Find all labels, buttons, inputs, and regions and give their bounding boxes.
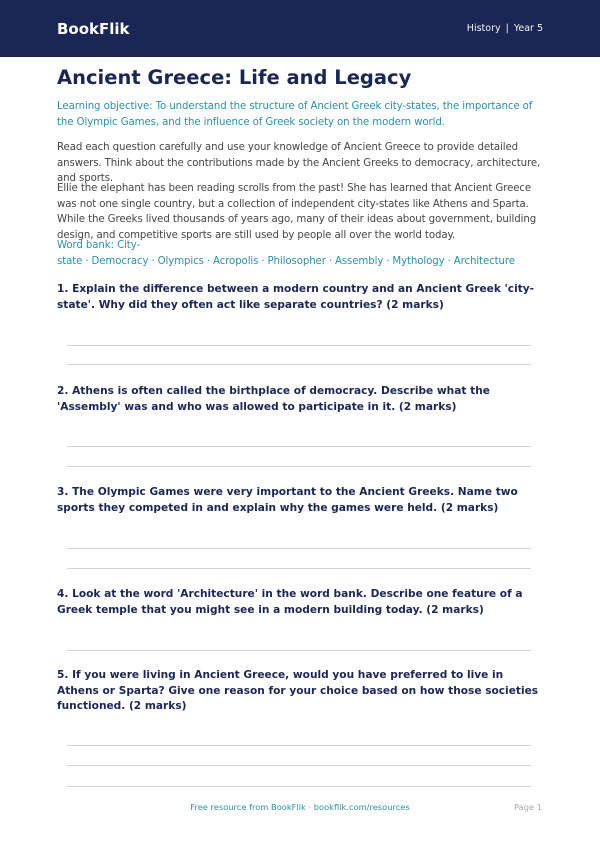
- word-bank-word: City-state: [57, 240, 141, 267]
- word-bank-word: Olympics: [157, 255, 204, 267]
- answer-line[interactable]: [67, 466, 531, 467]
- learning-objective: Learning objective: To understand the structure of Ancient Greek city-states, the importance of the Olympic Games, and the influence of Greek society on the modern world.: [57, 101, 533, 128]
- word-bank-word: Architecture: [453, 255, 515, 267]
- answer-line[interactable]: [67, 364, 531, 365]
- answer-line[interactable]: [67, 548, 531, 549]
- word-bank: Word bank: City-state · Democracy · Olympics · Acropolis · Philosopher · Assembly · Mythology · Architecture: [57, 240, 515, 267]
- word-bank-word: Democracy: [91, 255, 149, 267]
- question-3: 3. The Olympic Games were very important to the Ancient Greeks. Name two sports they competed in and explain why the games were held. (2 marks): [57, 486, 518, 514]
- answer-line[interactable]: [67, 345, 531, 346]
- question-4: 4. Look at the word 'Architecture' in the word bank. Describe one feature of a Greek temple that you might see in a modern building today. (2 marks): [57, 588, 523, 616]
- year-label: Year 5: [513, 23, 543, 34]
- answer-line[interactable]: [67, 650, 531, 651]
- page-title: Ancient Greece: Life and Legacy: [57, 66, 412, 89]
- header-meta: [467, 23, 543, 34]
- word-bank-word: Mythology: [392, 255, 445, 267]
- question-2: 2. Athens is often called the birthplace of democracy. Describe what the 'Assembly' was and who was allowed to participate in it. (2 marks): [57, 385, 490, 413]
- page-number: Page 1: [513, 802, 542, 812]
- word-bank-word: Assembly: [334, 255, 384, 267]
- meta-separator: |: [505, 23, 509, 34]
- answer-line[interactable]: [67, 568, 531, 569]
- answer-line[interactable]: [67, 765, 531, 766]
- answer-line[interactable]: [67, 786, 531, 787]
- question-5: 5. If you were living in Ancient Greece, would you have preferred to live in Athens or Sparta? Give one reason for your choice based on how those societies functioned. (2 marks): [57, 669, 539, 712]
- brand-logo: BookFlik: [57, 19, 130, 38]
- subject-label: History: [466, 23, 501, 34]
- instructions: Read each question carefully and use your knowledge of Ancient Greece to provide detailed answers. Think about the contributions made by the Ancient Greeks to democracy, architecture, and sports.: [57, 142, 541, 184]
- page-header: [0, 0, 600, 57]
- answer-line[interactable]: [67, 745, 531, 746]
- answer-line[interactable]: [67, 446, 531, 447]
- word-bank-word: Philosopher: [267, 255, 326, 267]
- footer-link[interactable]: Free resource from BookFlik · bookflik.com/resources: [190, 802, 410, 812]
- word-bank-word: Acropolis: [213, 255, 259, 267]
- story-passage: Ellie the elephant has been reading scrolls from the past! She has learned that Ancient Greece was not one single country, but a collection of independent city-states like Athens and Sparta. While the Greeks lived thousands of years ago, many of their ideas about government, building design, and competitive sports are still used by people all over the world today.: [57, 183, 537, 241]
- word-bank-label: Word bank:: [57, 240, 114, 251]
- question-1: 1. Explain the difference between a modern country and an Ancient Greek 'city-state'. Why did they often act like separate countries? (2 marks): [57, 283, 535, 311]
